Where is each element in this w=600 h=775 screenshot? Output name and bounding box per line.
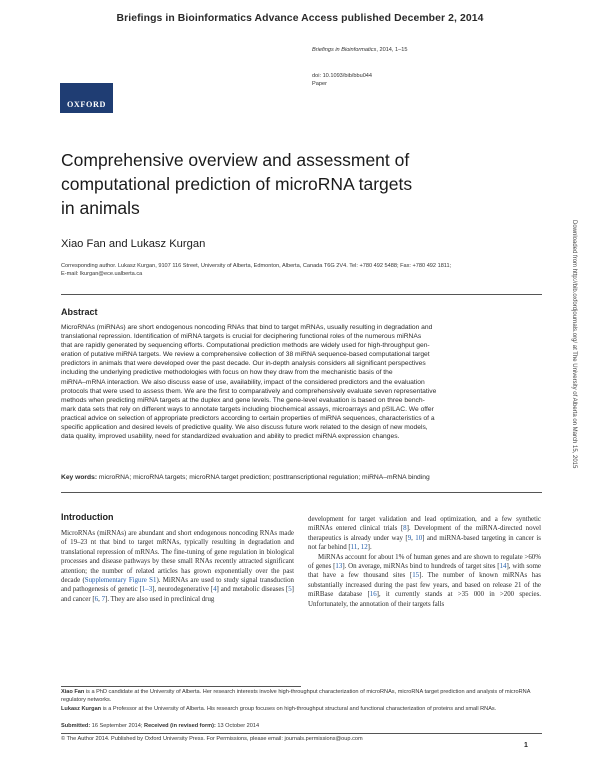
title-line-2: computational prediction of microRNA targets [61,174,413,194]
abstract-line: MicroRNAs (miRNAs) are short endogenous noncoding RNAs that bind to target mRNAs, usually resulting in degradation and [61,324,433,331]
journal-banner: Briefings in Bioinformatics Advance Access published December 2, 2014 [116,13,484,24]
citation-journal: Briefings in Bioinformatics [312,47,377,53]
citation-link[interactable]: 15 [412,572,420,580]
copyright-notice: © The Author 2014. Published by Oxford University Press. For Permissions, please email: journals.permissions@oup.com [61,736,363,742]
article-title [61,148,501,220]
abstract-heading: Abstract [61,307,98,317]
abstract-line: that are rapidly generated by sequencing efforts. Computational prediction methods are widely used for high-throughput gen- [61,342,430,350]
revised-date: 13 October 2014 [215,723,260,729]
abstract-body [61,323,541,441]
corresponding-email[interactable]: E-mail: lkurgan@ece.ualberta.ca [61,271,143,277]
author-bio-fan [61,689,541,705]
citation-line [312,47,407,53]
citation-link[interactable]: 9 [407,534,412,542]
download-note: Downloaded from http://bib.oxfordjournals.org/ at The University of Alberta on March 15, 2015 [571,220,577,469]
copyright-rule [61,733,542,734]
abstract-line: protocols that were used to assess them. We are the first to comparatively and comprehensively evaluate seven representative [61,387,437,395]
keywords-list: microRNA; microRNA targets; microRNA target prediction; posttranscriptional regulation; miRNA–mRNA binding [97,474,430,481]
author-bio-kurgan [61,706,541,714]
corresponding-author [61,262,541,278]
abstract-top-rule [61,294,542,295]
abstract-bottom-rule [61,492,542,493]
citation-link[interactable]: 7 [101,595,106,603]
oxford-logo-text: OXFORD [66,100,107,109]
submission-dates [61,723,541,731]
intro-left-column [61,529,294,604]
footnote-rule [61,686,301,687]
abstract-line: data quality, improved usability, need for standardized evaluation and ability to predict miRNA expression changes. [61,433,400,441]
page-number: 1 [524,742,528,749]
doi-link[interactable]: doi: 10.1093/bib/bbu044 [312,73,373,79]
abstract-line: eration of putative miRNA targets. We review a comprehensive collection of 38 miRNA sequence-based computational target [61,351,430,359]
oxford-logo [60,83,113,113]
article-type: Paper [312,81,327,87]
citation-link[interactable]: 10 [415,534,423,542]
corresponding-address: Corresponding author. Lukasz Kurgan, 9107 116 Street, University of Alberta, Edmonton, Alberta, Canada T6G 2V4. Tel: +780 492 5488; Fax: +780 492 1811; [61,263,452,269]
citation-link[interactable]: 14 [499,563,507,571]
citation-link[interactable]: 1–3 [141,586,153,594]
citation-link[interactable]: 13 [335,563,343,571]
citation-link[interactable]: 8 [403,525,407,533]
abstract-line: predictors in animals that were developed over the past decade. Our in-depth analysis considers all significant perspectives [61,360,426,368]
abstract-line: translational repression. Identification of miRNA targets is crucial for deciphering functional roles of the numerous miRNAs [61,333,422,341]
author-list: Xiao Fan and Lukasz Kurgan [61,238,206,250]
title-line-1: Comprehensive overview and assessment of [61,150,410,170]
abstract-line: including the underlying predictive methodologies with focus on how they draw from the mechanistic basis of the [61,369,393,377]
intro-paragraph: MiRNAs account for about 1% of human genes and are shown to regulate >60% of genes [13]. On average, miRNAs bind to hundreds of target sites [14], with some that have a few thousand sites [15]. The number of known miRNAs has substantially increased during the past few years, and based on release 21 of the miRBase database [16], it currently stands at >35 000 in >200 species. Unfortunately, the annotation of their targets falls [308,553,541,608]
introduction-heading: Introduction [61,512,114,522]
intro-right-column [308,515,541,609]
citation-link[interactable]: 11 [350,544,358,552]
abstract-line: methods when predicting miRNA targets at the duplex and gene levels. The gene-level evaluation is based on three bench- [61,396,425,404]
bio-name: Lukasz Kurgan [61,706,102,712]
intro-paragraph: MicroRNAs (miRNAs) are abundant and short endogenous noncoding RNAs made of 19–23 nt that bind to target mRNAs, typically resulting in degradation and translational repression of mRNAs. The fine-tuning of gene regulation in biological processes and disease pathways by these small RNAs recently attracted significant attention; the number of related articles has grown exponentially over the past decade (Supplementary Figure S1). MiRNAs are used to study signal transduction and pathogenesis of genetic [1–3], neurodegenerative [4] and metabolic diseases [5] and cancer [6, 7]. They are also used in preclinical drug [61,530,294,603]
abstract-line: practical advice on selection of appropriate predictors according to certain properties of miRNA sequences, characteristics of a [61,414,435,422]
abstract-line: specific application and desired levels of predictive quality. We also discuss future work related to the design of new models, [61,424,428,432]
title-line-3: in animals [61,198,140,218]
abstract-line: mark data sets that rely on different ways to annotate targets including biochemical assays, microarrays and pSILAC. We offer [61,405,434,413]
bio-text: is a PhD candidate at the University of Alberta. Her research interests involve high-throughput characterization of microRNAs, microRNA target prediction and analysis of microRNA regulatory networks. [61,689,531,703]
citation-link[interactable]: 6 [94,595,99,603]
submitted-label: Submitted: [61,723,91,729]
citation-link[interactable]: 4 [213,586,217,594]
keywords-line [61,474,541,481]
citation-link[interactable]: Supplementary Figure S1 [84,577,157,585]
intro-paragraph: development for target validation and lead optimization, and a few synthetic miRNAs entered clinical trials [8]. Development of the miRNA-directed novel therapeutics is already under way [9, 10] and miRNA-based targeting in cancer is not far behind [11, 12]. [308,516,541,552]
bio-text: is a Professor at the University of Alberta. His research group focuses on high-throughput structural and functional characterization of proteins and small RNAs. [101,706,497,712]
abstract-line: miRNA–mRNA interaction. We also discuss ease of use, availability, impact of the considered predictors and the evaluation [61,378,425,386]
citation-link[interactable]: 12 [360,544,368,552]
citation-link[interactable]: 16 [369,591,377,599]
citation-volume: , 2014, 1–15 [376,47,408,53]
citation-link[interactable]: 5 [288,586,292,594]
keywords-label: Key words: [61,474,98,481]
revised-label: Received (in revised form): [144,723,216,729]
bio-name: Xiao Fan [61,689,85,695]
submitted-date: 16 September 2014; [90,723,145,729]
